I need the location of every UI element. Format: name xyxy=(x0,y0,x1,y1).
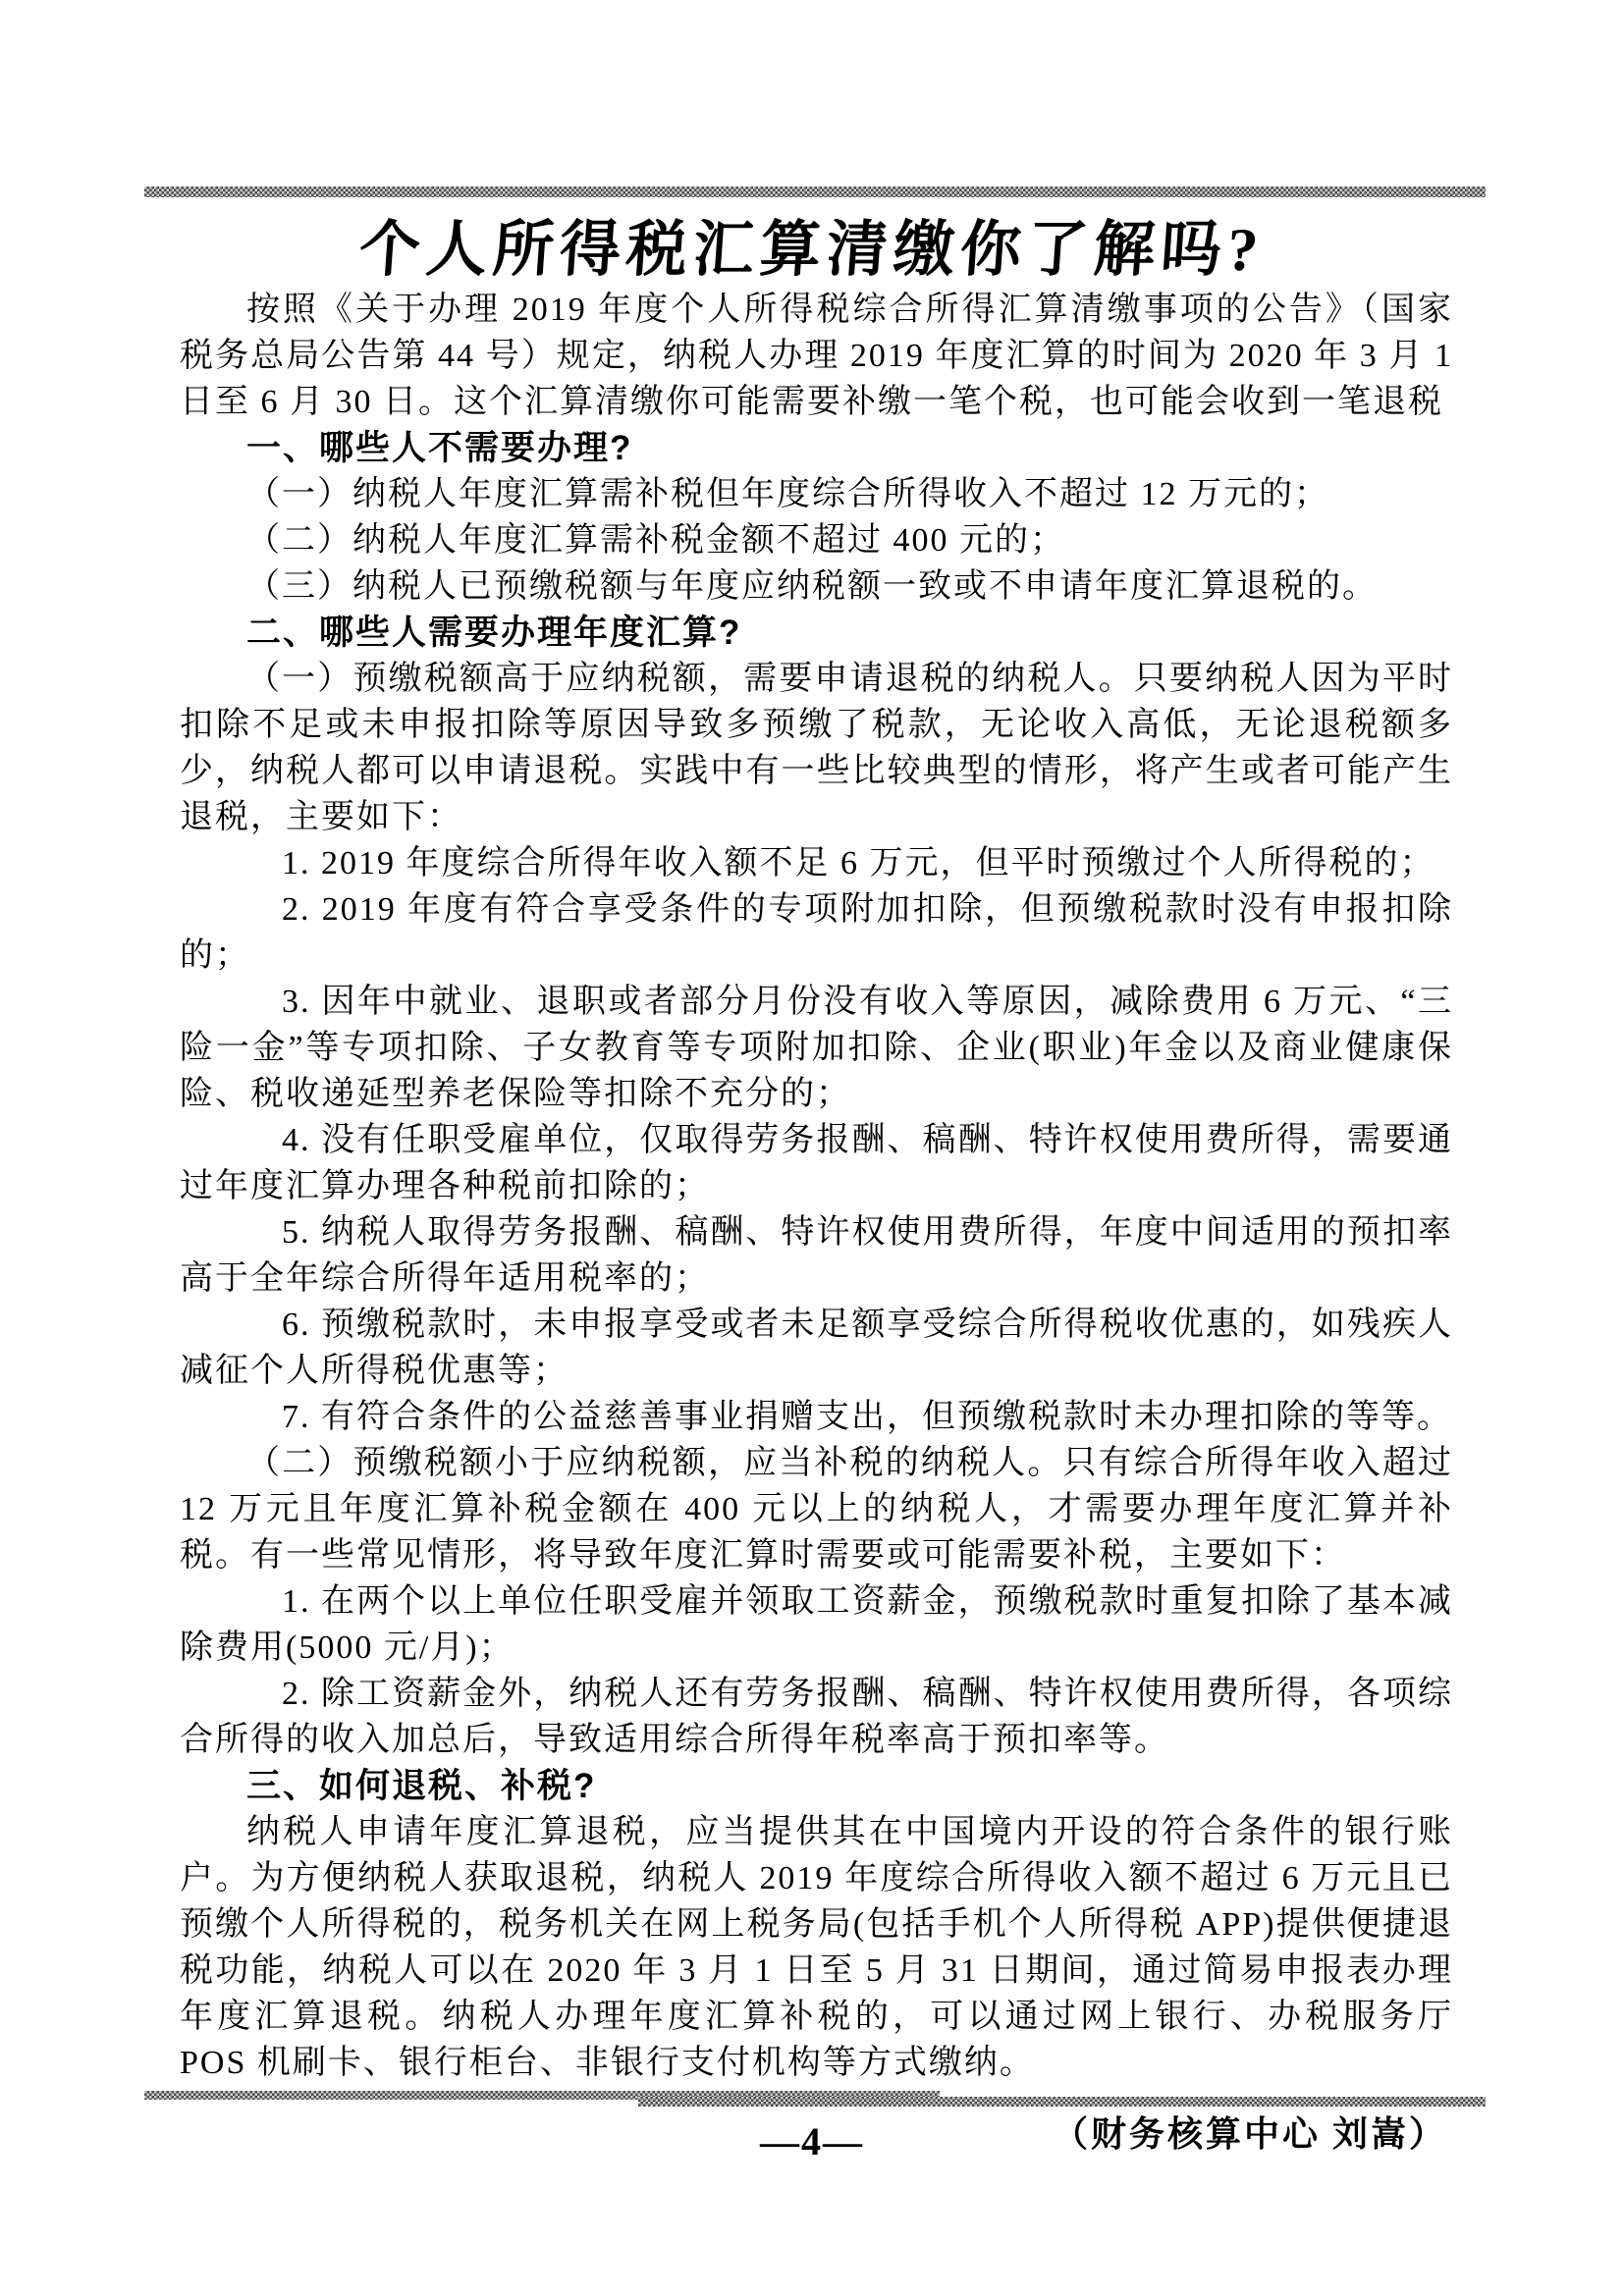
section-2-owe-item-1: 1. 在两个以上单位任职受雇并领取工资薪金，预缴税款时重复扣除了基本减除费用(5000 元/月)； xyxy=(180,1583,1453,1666)
section-2-case-owe: （二）预缴税额小于应纳税额，应当补税的纳税人。只有综合所得年收入超过 12 万元且年度汇算补税金额在 400 元以上的纳税人，才需要办理年度汇算并补税。有一些常见情形，将导致年度汇算时需要或可能需要补税，主要如下： xyxy=(180,1445,1453,1574)
top-border-rule xyxy=(144,187,1486,197)
intro-paragraph: 按照《关于办理 2019 年度个人所得税综合所得汇算清缴事项的公告》（国家税务总局公告第 44 号）规定，纳税人办理 2019 年度汇算的时间为 2020 年 3 月 1 日至 6 月 30 日。这个汇算清缴你可能需要补缴一笔个税，也可能会收到一笔退税 xyxy=(180,292,1453,420)
author-signature: （财务核算中心 刘嵩） xyxy=(1052,2114,1447,2154)
article-body xyxy=(180,287,1453,2158)
section-2-refund-item-4: 4. 没有任职受雇单位，仅取得劳务报酬、稿酬、特许权使用费所得，需要通过年度汇算办理各种税前扣除的； xyxy=(180,1122,1453,1204)
section-2-refund-item-5: 5. 纳税人取得劳务报酬、稿酬、特许权使用费所得，年度中间适用的预扣率高于全年综合所得年适用税率的； xyxy=(180,1214,1453,1297)
section-1-item-2: （二）纳税人年度汇算需补税金额不超过 400 元的； xyxy=(246,522,1065,559)
section-1-item-1: （一）纳税人年度汇算需补税但年度综合所得收入不超过 12 万元的； xyxy=(246,476,1329,512)
section-2-refund-item-3: 3. 因年中就业、退职或者部分月份没有收入等原因，减除费用 6 万元、“三险一金”等专项扣除、子女教育等专项附加扣除、企业(职业)年金以及商业健康保险、税收递延型养老保险等扣除不充分的； xyxy=(180,984,1453,1112)
section-2-refund-item-2: 2. 2019 年度有符合享受条件的专项附加扣除，但预缴税款时没有申报扣除的； xyxy=(180,891,1453,974)
page-title: 个人所得税汇算清缴你了解吗? xyxy=(356,217,1267,284)
section-2-refund-item-7: 7. 有符合条件的公益慈善事业捐赠支出，但预缴税款时未办理扣除的等等。 xyxy=(282,1399,1452,1435)
section-1-item-3: （三）纳税人已预缴税额与年度应纳税额一致或不申请年度汇算退税的。 xyxy=(246,568,1378,605)
page-number: —4— xyxy=(760,2119,864,2163)
section-2-owe-item-2: 2. 除工资薪金外，纳税人还有劳务报酬、稿酬、特许权使用费所得，各项综合所得的收入加总后，导致适用综合所得年税率高于预扣率等。 xyxy=(180,1676,1453,1758)
section-2-case-refund: （一）预缴税额高于应纳税额，需要申请退税的纳税人。只要纳税人因为平时扣除不足或未申报扣除等原因导致多预缴了税款，无论收入高低，无论退税额多少，纳税人都可以申请退税。实践中有一些比较典型的情形，将产生或者可能产生退税，主要如下： xyxy=(180,661,1453,835)
section-2-heading: 二、哪些人需要办理年度汇算? xyxy=(246,614,742,652)
section-1-heading: 一、哪些人不需要办理? xyxy=(246,429,633,467)
section-3-paragraph: 纳税人申请年度汇算退税，应当提供其在中国境内开设的符合条件的银行账户。为方便纳税人获取退税，纳税人 2019 年度综合所得收入额不超过 6 万元且已预缴个人所得税的，税务机关在网上税务局(包括手机个人所得税 APP)提供便捷退税功能，纳税人可以在 2020 年 3 月 1 日至 5 月 31 日期间，通过简易申报表办理年度汇算退税。纳税人办理年度汇算补税的，可以通过网上银行、办税服务厅 POS 机刷卡、银行柜台、非银行支付机构等方式缴纳。 xyxy=(180,1814,1453,2081)
bottom-border-rule-right xyxy=(638,2097,1486,2107)
section-2-refund-item-6: 6. 预缴税款时，未申报享受或者未足额享受综合所得税收优惠的，如残疾人减征个人所得税优惠等； xyxy=(180,1307,1453,1389)
section-2-refund-item-1: 1. 2019 年度综合所得年收入额不足 6 万元，但平时预缴过个人所得税的； xyxy=(282,845,1435,881)
section-3-heading: 三、如何退税、补税? xyxy=(246,1767,597,1805)
